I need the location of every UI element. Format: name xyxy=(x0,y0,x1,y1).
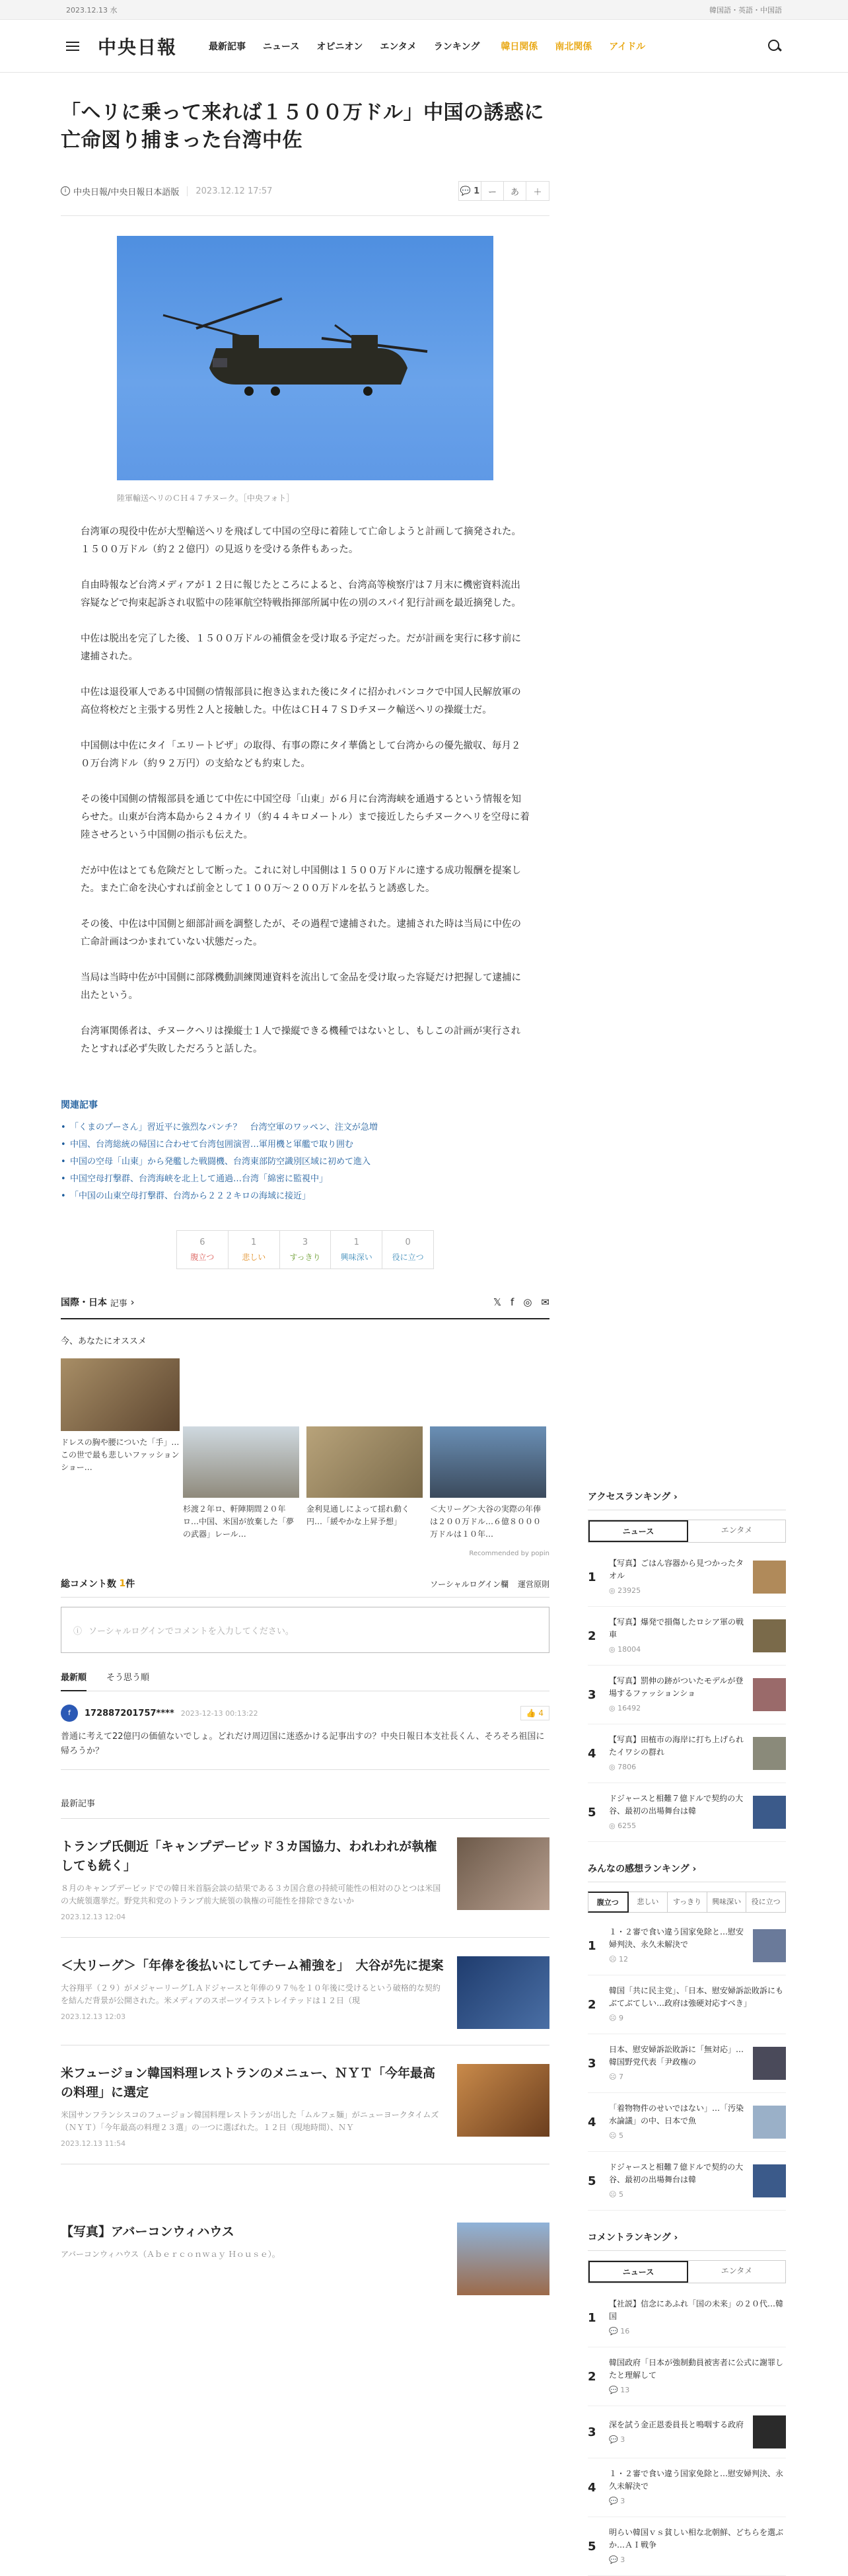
ranking-item[interactable] xyxy=(588,2034,786,2093)
reaction-angry-button[interactable] xyxy=(177,1231,229,1269)
reaction-label: 役に立つ xyxy=(392,1253,424,1262)
ranking-item[interactable] xyxy=(588,1724,786,1783)
photo-caption: 陸軍輸送ヘリのＣＨ４７チヌーク。［中央フォト］ xyxy=(117,494,295,503)
facebook-avatar-icon: f xyxy=(61,1705,78,1722)
nav-ranking[interactable]: ランキング xyxy=(433,42,480,52)
tab-useful[interactable]: 役に立つ xyxy=(746,1892,786,1913)
reaction-label: 悲しい xyxy=(242,1253,266,1262)
rank-views: ◎ 23925 xyxy=(609,1586,641,1595)
rank-count: 💬 3 xyxy=(609,2556,625,2564)
rank-title: 「着物物件のせいではない」…「汚染水論議」の中、日本で魚 xyxy=(609,2104,744,2125)
tab-latest[interactable]: 最新順 xyxy=(61,1670,87,1691)
rank-number: 1 xyxy=(588,1938,596,1953)
tab-refresh[interactable]: すっきり xyxy=(668,1892,707,1913)
comment-ranking-title[interactable]: コメントランキング › xyxy=(588,2230,786,2251)
menu-icon[interactable] xyxy=(66,42,79,51)
share-buttons xyxy=(493,1296,549,1308)
reaction-interesting-button[interactable] xyxy=(331,1231,382,1269)
related-link[interactable]: • 「中国の山東空母打撃群、台湾から２２２キロの海域に接近」 xyxy=(61,1188,549,1205)
latest-date: 2023.12.13 11:54 xyxy=(61,2139,126,2148)
comment-user: 172887201757**** xyxy=(85,1708,174,1718)
rank-thumbnail xyxy=(753,1929,786,1962)
like-count: 4 xyxy=(538,1709,544,1718)
recommend-title: 今、あなたにオススメ xyxy=(61,1337,147,1346)
rank-count: ☹ 5 xyxy=(609,2190,623,2199)
tab-sad[interactable]: 悲しい xyxy=(629,1892,668,1913)
mail-share-icon[interactable]: ✉ xyxy=(541,1296,549,1308)
paragraph: その後中国側の情報部員を通じて中佐に中国空母「山東」が６月に台湾海峡を通過するという情報を知らせた。山東が台湾本島から２４カイリ（約４４キロメートル）まで接近したらチヌークヘリを空母に着陸させろという中国側の指示も伝えた。 xyxy=(81,794,530,840)
reaction-count: 0 xyxy=(405,1237,411,1247)
latest-thumbnail xyxy=(457,2223,549,2295)
site-logo[interactable]: 中央日報 xyxy=(98,36,178,58)
recommend-caption: 杉渡２年ロ、軒陣期間２０年ロ…中国、米国が放棄した「夢の武器」レール… xyxy=(183,1504,295,1539)
rank-title: 【社説】信念にあふれ「国の未来」の２０代…韓国 xyxy=(609,2299,784,2321)
facebook-share-icon[interactable]: f xyxy=(511,1296,514,1308)
main-nav xyxy=(209,40,645,53)
font-size-label: あ xyxy=(504,182,526,200)
rank-thumbnail xyxy=(753,1737,786,1770)
rank-views: ◎ 6255 xyxy=(609,1822,637,1830)
comment-text: 普通に考えて22億円の価値ないでしょ。どれだけ周辺国に迷惑かける記事出すの？中央日報日本支社長くん、そろそろ祖国に帰ろうか？ xyxy=(61,1732,545,1756)
rank-title: 【写真】罰伸の跡がついたモデルが登場するファッションショ xyxy=(609,1676,744,1698)
latest-headline: ＜大リーグ＞「年俸を後払いにしてチーム補強を」 大谷が先に提案 xyxy=(61,1958,444,1973)
rank-thumbnail xyxy=(753,2164,786,2197)
comment-like-button[interactable]: 👍 4 xyxy=(520,1706,549,1720)
ranking-item[interactable] xyxy=(588,2289,786,2347)
x-share-icon[interactable]: 𝕏 xyxy=(493,1296,502,1308)
related-link[interactable]: • 中国空母打撃群、台湾海峡を北上して通過…台湾「綿密に監視中」 xyxy=(61,1171,549,1188)
ranking-item[interactable] xyxy=(588,1975,786,2034)
related-articles xyxy=(61,1098,549,1205)
rank-count: ☹ 5 xyxy=(609,2131,623,2140)
latest-date: 2023.12.13 12:04 xyxy=(61,1913,126,1921)
rank-title: １・２審で食い違う国家免除と…慰安婦判決、永久未解決で xyxy=(609,1927,744,1949)
rank-views: ◎ 7806 xyxy=(609,1763,637,1771)
article-tools xyxy=(458,181,549,201)
section-sub: 記事 xyxy=(110,1298,127,1309)
latest-summary: アバーコンウィハウス（Ａｂｅｒｃｏｎｗａｙ Ｈｏｕｓｅ）。 xyxy=(61,2250,280,2259)
paragraph: 台湾軍の現役中佐が大型輸送ヘリを飛ばして中国の空母に着陸して亡命しようと計画して摘発された。１５００万ドル（約２２億円）の見返りを受ける条件もあった。 xyxy=(81,527,521,555)
access-ranking-title[interactable]: アクセスランキング › xyxy=(588,1490,786,1510)
recommend-caption: ＜大リーグ＞大谷の実際の年俸は２００万ドル…６億８０００万ドルは１０年… xyxy=(430,1504,542,1539)
ranking-item[interactable] xyxy=(588,2406,786,2458)
article-date: 2023.12.12 17:57 xyxy=(187,186,272,196)
ranking-item[interactable] xyxy=(588,1607,786,1666)
latest-item[interactable] xyxy=(61,2045,549,2164)
source-icon: i xyxy=(61,186,70,196)
social-login-link[interactable]: ソーシャルログイン欄 xyxy=(430,1579,509,1589)
rank-count: ☹ 7 xyxy=(609,2073,623,2081)
related-link[interactable]: • 中国、台湾総統の帰国に合わせて台湾包囲演習…軍用機と軍艦で取り囲む xyxy=(61,1136,549,1154)
rank-number: 5 xyxy=(588,2539,596,2554)
comment-item xyxy=(61,1691,549,1770)
ranking-item[interactable] xyxy=(588,2347,786,2406)
font-larger-button[interactable]: ＋ xyxy=(533,187,542,198)
rules-link[interactable]: 運営原則 xyxy=(517,1579,549,1589)
comment-header xyxy=(61,1577,549,1598)
paragraph: 中佐は退役軍人である中国側の情報部員に抱き込まれた後にタイに招かれバンコクで中国人民解放軍の高位将校だと主張する男性２人と接触した。中佐はＣＨ４７ＳＤチヌーク輸送ヘリの操縦士だ。 xyxy=(81,687,521,716)
paragraph: 当局は当時中佐が中国側に部隊機動訓練関連資料を流出して金品を受け取った容疑だけ把握して逮捕に出たという。 xyxy=(81,973,521,1001)
article-title: 「ヘリに乗って来れば１５００万ドル」中国の誘惑に亡命図り捕まった台湾中佐 xyxy=(61,101,544,152)
nav-idol[interactable]: アイドル xyxy=(609,42,646,52)
rank-thumbnail xyxy=(753,2047,786,2080)
rank-title: 深を試う金正恩委員長と鳴咽する政府 xyxy=(609,2419,744,2429)
recommend-card[interactable] xyxy=(306,1426,423,1541)
tab-agree[interactable]: そう思う順 xyxy=(106,1673,150,1683)
related-title: 関連記事 xyxy=(61,1100,98,1111)
latest-item[interactable] xyxy=(61,1819,549,1938)
rank-title: １・２審で食い違う国家免除と…慰安婦判決、永久未解決で xyxy=(609,2469,784,2491)
recommend-thumbnail xyxy=(183,1426,299,1498)
tab-entame[interactable]: エンタメ xyxy=(721,2266,753,2275)
ranking-item[interactable] xyxy=(588,1783,786,1842)
reaction-count: 1 xyxy=(353,1237,359,1247)
nav-entame[interactable]: エンタメ xyxy=(380,42,417,52)
reaction-count: 1 xyxy=(251,1237,257,1247)
paragraph: 中佐は脱出を完了した後、１５００万ドルの補償金を受け取る予定だった。だが計画を実行に移す前に逮捕された。 xyxy=(81,634,521,662)
reaction-label: 腹立つ xyxy=(190,1253,215,1262)
latest-thumbnail xyxy=(457,1837,549,1910)
recommend-caption: 金利見通しによって揺れ動く円…「緩やかな上昇予想」 xyxy=(306,1504,410,1526)
reaction-buttons xyxy=(176,1230,434,1269)
search-icon[interactable] xyxy=(767,39,782,54)
comment-input[interactable] xyxy=(61,1607,549,1653)
comment-placeholder: ソーシャルログインでコメントを入力してください。 xyxy=(88,1626,294,1637)
latest-date: 2023.12.13 12:03 xyxy=(61,2012,126,2021)
latest-summary: 米国サンフランシスコのフュージョン韓国料理レストランが出した「ムルフェ麺」がニューヨークタイムズ（ＮＹＴ）「今年最高の料理２３選」の一つに選ばれた。１２日（現地時間）、ＮＹ xyxy=(61,2110,439,2132)
rank-number: 4 xyxy=(588,2480,596,2495)
paragraph: 自由時報など台湾メディアが１２日に報じたところによると、台湾高等検察庁は７月末に機密資料流出容疑などで拘束起訴され収監中の陸軍航空特戦指揮部所属中佐の別のスパイ犯行計画を最近摘発した。 xyxy=(81,580,521,608)
rank-title: 【写真】ごはん容器から見つかったタオル xyxy=(609,1559,744,1580)
latest-summary: 大谷翔平（２９）がメジャーリーグＬＡドジャースと年俸の９７％を１０年後に受けるという破格的な契約を結んだ背景が公開された。米メディアのスポーツイラストレイテッドは１２日（現 xyxy=(61,1983,441,2005)
comment-total-unit: 件 xyxy=(125,1579,135,1590)
comment-count-button[interactable]: 💬 1 xyxy=(459,182,481,200)
rank-thumbnail xyxy=(753,2415,786,2448)
reaction-useful-button[interactable] xyxy=(382,1231,433,1269)
article-photo xyxy=(117,236,493,503)
rank-number: 1 xyxy=(588,2310,596,2325)
nav-north-south[interactable]: 南北関係 xyxy=(555,42,592,52)
latest-title: 最新記事 xyxy=(61,1796,549,1819)
rank-count: ☹ 12 xyxy=(609,1955,628,1964)
tab-interesting[interactable]: 興味深い xyxy=(707,1892,747,1913)
rank-thumbnail xyxy=(753,1796,786,1829)
section-bar: 国際・日本 記事 › 𝕏 f ◎ ✉ xyxy=(61,1296,549,1319)
topbar xyxy=(0,0,848,20)
popin-credit: Recommended by popin xyxy=(469,1550,549,1557)
ranking-item[interactable] xyxy=(588,2458,786,2517)
rank-number: 3 xyxy=(588,2425,596,2439)
rank-number: 3 xyxy=(588,1687,596,1702)
rank-count: ☹ 9 xyxy=(609,2014,623,2022)
rank-number: 3 xyxy=(588,2056,596,2071)
rank-number: 4 xyxy=(588,2115,596,2129)
ranking-item[interactable] xyxy=(588,1548,786,1607)
rank-number: 5 xyxy=(588,1805,596,1820)
rank-title: 韓国政府「日本が強制動員被害者に公式に謝罪したと理解して xyxy=(609,2358,784,2380)
rank-number: 5 xyxy=(588,2174,596,2188)
rank-thumbnail xyxy=(753,1561,786,1594)
comment-time: 2023-12-13 00:13:22 xyxy=(180,1709,258,1718)
rank-title: 【写真】田植市の海岸に打ち上げられたイワシの群れ xyxy=(609,1735,744,1757)
rank-thumbnail xyxy=(753,1678,786,1711)
topbar-date: 2023.12.13 水 xyxy=(66,6,118,15)
rank-number: 1 xyxy=(588,1570,596,1584)
recommend-card[interactable] xyxy=(61,1358,180,1474)
article-source[interactable] xyxy=(61,185,179,198)
ranking-item[interactable] xyxy=(588,1917,786,1975)
rank-count: 💬 13 xyxy=(609,2386,630,2394)
rank-title: 【写真】爆発で損傷したロシア軍の戦車 xyxy=(609,1617,744,1639)
reaction-sad-button[interactable] xyxy=(229,1231,280,1269)
latest-headline: 米フュージョン韓国料理レストランのメニュー、ＮＹＴ「今年最高の料理」に選定 xyxy=(61,2066,435,2100)
latest-summary: ８月のキャンプデービッドでの韓日米首脳会談の結果である３カ国合意の持続可能性の相対のひとつは米国の大統領選挙だ。野党共和党のトランプ前大統領の執権の可能性を排除できないか xyxy=(61,1884,441,1905)
font-smaller-button[interactable]: ー xyxy=(481,182,504,200)
latest-headline: 【写真】アバーコンウィハウス xyxy=(61,2225,234,2239)
rank-number: 2 xyxy=(588,1629,596,1643)
source-label: 中央日報/中央日報日本語版 xyxy=(73,187,180,198)
recommend-caption: ドレスの胸や腰についた「手」…この世で最も悲しいファッションショー… xyxy=(61,1438,180,1472)
tab-news[interactable]: ニュース xyxy=(588,1520,688,1542)
language-links[interactable]: 韓国語・英語・中国語 xyxy=(709,6,782,15)
ranking-item[interactable] xyxy=(588,1666,786,1724)
paragraph: だが中佐はとても危険だとして断った。これに対し中国側は１５００万ドルに達する成功報酬を提案した。また亡命を決心すれば前金として１００万～２００万ドルを払うと誘惑した。 xyxy=(81,865,521,894)
nav-latest[interactable]: 最新記事 xyxy=(209,42,246,52)
article-body xyxy=(61,523,549,1058)
latest-item[interactable] xyxy=(61,2204,549,2311)
rank-views: ◎ 16492 xyxy=(609,1704,641,1712)
ranking-item[interactable] xyxy=(588,2093,786,2152)
recommend-thumbnail xyxy=(306,1426,423,1498)
rank-number: 2 xyxy=(588,1997,596,2012)
nav-opinion[interactable]: オピニオン xyxy=(316,42,363,52)
ranking-item[interactable] xyxy=(588,2152,786,2211)
access-title-text: アクセスランキング xyxy=(588,1492,671,1502)
rank-thumbnail xyxy=(753,1619,786,1652)
comment-tabs xyxy=(61,1670,549,1691)
reaction-label: 興味深い xyxy=(340,1253,372,1262)
rank-thumbnail xyxy=(753,2106,786,2139)
reaction-count: 3 xyxy=(302,1237,308,1247)
section-label[interactable]: 国際・日本 xyxy=(61,1298,107,1308)
related-link[interactable]: • 中国の空母「山東」から発艦した戦闘機、台湾東部防空識別区域に初めて進入 xyxy=(61,1154,549,1171)
latest-thumbnail xyxy=(457,2064,549,2137)
latest-thumbnail xyxy=(457,1956,549,2029)
rank-count: 💬 3 xyxy=(609,2497,625,2505)
rank-title: 韓国「共に民主党」、「日本、慰安婦訴訟敗訴にもぶてぶてしい…政府は強硬対応すべき」 xyxy=(609,1986,784,2008)
reaction-count: 6 xyxy=(199,1237,205,1247)
comment-rank-title-text: コメントランキング xyxy=(588,2232,671,2243)
tab-angry[interactable]: 腹立つ xyxy=(588,1892,629,1913)
latest-headline: トランプ氏側近「キャンプデービッド３カ国協力、われわれが執権しても続く」 xyxy=(61,1839,437,1873)
recommend-thumbnail xyxy=(430,1426,546,1498)
rank-title: 明らい韓国ｖｓ貧しい相な北朝鮮、どちらを選ぶか…ＡＩ戦争 xyxy=(609,2528,784,2550)
nav-korea-japan[interactable]: 韓日関係 xyxy=(501,42,538,52)
chinook-helicopter-illustration xyxy=(117,236,493,480)
comment-count: 1 xyxy=(474,186,480,196)
recommend-card[interactable] xyxy=(430,1426,546,1541)
article-meta xyxy=(61,181,549,216)
rank-number: 2 xyxy=(588,2369,596,2384)
reaction-refresh-button[interactable] xyxy=(280,1231,332,1269)
line-share-icon[interactable]: ◎ xyxy=(523,1296,532,1308)
rank-count: 💬 3 xyxy=(609,2435,625,2444)
ranking-item[interactable] xyxy=(588,2517,786,2576)
nav-news[interactable]: ニュース xyxy=(263,42,300,52)
comment-total-label: 総コメント数 xyxy=(61,1579,116,1590)
helicopter-image xyxy=(117,236,493,480)
paragraph: その後、中佐は中国側と細部計画を調整したが、その過程で逮捕された。逮捕された時は当局に中佐の亡命計画はつかまれていない状態だった。 xyxy=(81,919,521,947)
emotion-title-text: みんなの感想ランキング xyxy=(588,1864,689,1874)
related-link[interactable]: • 「くまのプーさん」習近平に強烈なパンチ？ 台湾空軍のワッペン、注文が急増 xyxy=(61,1119,549,1136)
comment-total-count: 1 xyxy=(119,1578,126,1589)
tab-entame[interactable]: エンタメ xyxy=(721,1526,753,1535)
reaction-label: すっきり xyxy=(289,1253,321,1262)
info-icon: ⓘ xyxy=(73,1626,83,1637)
tab-news[interactable]: ニュース xyxy=(588,2261,688,2283)
rank-count: 💬 16 xyxy=(609,2327,630,2336)
site-header xyxy=(0,20,848,73)
recommend-thumbnail xyxy=(61,1358,180,1431)
rank-views: ◎ 18004 xyxy=(609,1645,641,1654)
recommend-card[interactable] xyxy=(183,1426,299,1541)
emotion-ranking-title[interactable]: みんなの感想ランキング › xyxy=(588,1862,786,1882)
rank-number: 4 xyxy=(588,1746,596,1761)
paragraph: 中国側は中佐にタイ「エリートビザ」の取得、有事の際にタイ華僑として台湾からの優先撤収、毎月２０万台湾ドル（約９２万円）の支給なども約束した。 xyxy=(81,741,521,769)
sidebar xyxy=(588,1490,786,2576)
rank-title: 日本、慰安婦訴訟敗訴に「無対応」…韓国野党代表「尹政権の xyxy=(609,2045,744,2067)
latest-item[interactable] xyxy=(61,1938,549,2045)
rank-title: ドジャースと相難７億ドルで契約の大谷、最初の出場舞台は韓 xyxy=(609,2162,744,2184)
paragraph: 台湾軍関係者は、チヌークヘリは操縦士１人で操縦できる機種ではないとし、もしこの計画が実行されたとすれば必ず失敗しただろうと話した。 xyxy=(81,1026,521,1054)
rank-title: ドジャースと相難７億ドルで契約の大谷、最初の出場舞台は韓 xyxy=(609,1794,744,1816)
